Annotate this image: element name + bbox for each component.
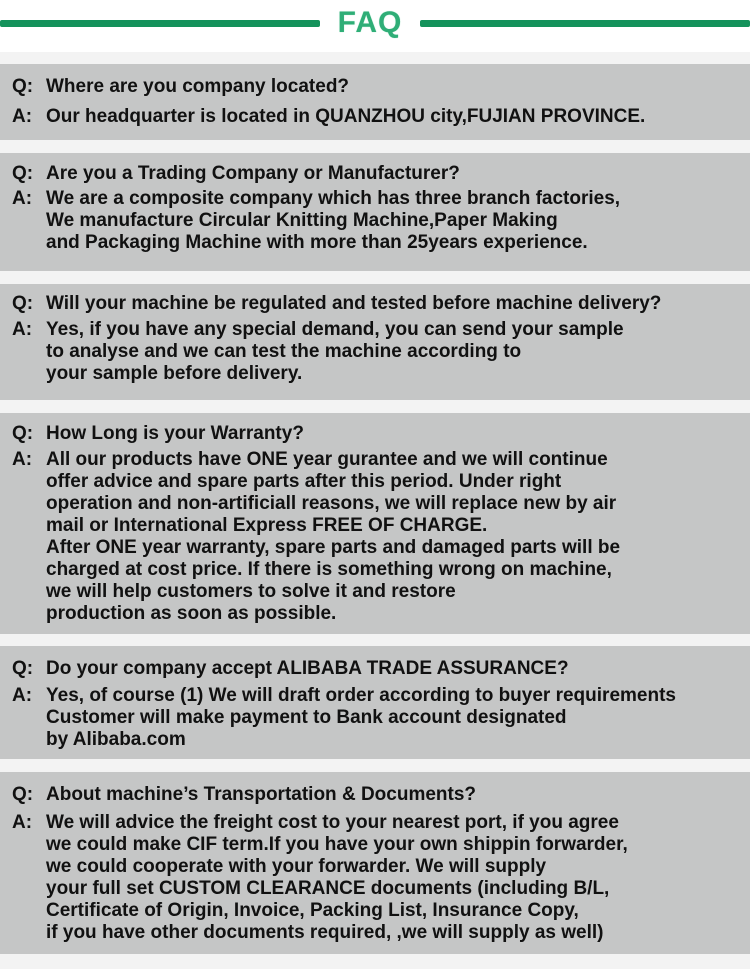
answer-text [46,449,620,625]
answer-line: charged at cost price. If there is something wrong on machine, [46,559,612,580]
answer-line: production as soon as possible. [46,603,337,624]
answer-line: Certificate of Origin, Invoice, Packing List, Insurance Copy, [46,900,579,921]
faq-card-testing [0,284,750,400]
faq-header [0,0,750,52]
faq-card-company-type [0,153,750,271]
answer-line: Our headquarter is located in QUANZHOU city,FUJIAN PROVINCE. [46,106,646,127]
answer-line: Customer will make payment to Bank account designated [46,707,567,728]
answer-tag: A: [12,449,33,470]
answer-line: Yes, of course (1) We will draft order according to buyer requirements [46,685,676,706]
question-text: Are you a Trading Company or Manufacturer? [46,163,460,184]
question-text: About machine’s Transportation & Documents? [46,784,477,805]
answer-line: and Packaging Machine with more than 25years experience. [46,232,588,253]
answer-line: We are a composite company which has three branch factories, [46,188,621,209]
answer-line: Yes, if you have any special demand, you can send your sample [46,319,624,340]
answer-text [46,319,624,385]
faq-card-transportation [0,772,750,954]
answer-text [46,812,628,944]
answer-line: mail or International Express FREE OF CHARGE. [46,515,488,536]
faq-card-warranty [0,413,750,634]
faq-card-trade-assurance [0,646,750,759]
question-tag: Q: [12,76,34,97]
question-tag: Q: [12,658,34,679]
answer-line: After ONE year warranty, spare parts and damaged parts will be [46,537,621,558]
answer-line: All our products have ONE year gurantee and we will continue [46,449,608,470]
question-tag: Q: [12,163,34,184]
answer-line: if you have other documents required, ,we will supply as well) [46,922,604,943]
answer-line: operation and non-artificiall reasons, we will replace new by air [46,493,617,514]
answer-line: We will advice the freight cost to your nearest port, if you agree [46,812,619,833]
page-title: FAQ [337,6,403,39]
answer-line: we could make CIF term.If you have your own shippin forwarder, [46,834,628,855]
answer-tag: A: [12,319,33,340]
question-tag: Q: [12,293,34,314]
header-rule-left [0,20,320,27]
question-tag: Q: [12,784,34,805]
answer-line: we will help customers to solve it and restore [46,581,456,602]
answer-line: your full set CUSTOM CLEARANCE documents (including B/L, [46,878,610,899]
answer-tag: A: [12,188,33,209]
question-text: Will your machine be regulated and tested before machine delivery? [46,293,662,314]
header-rule-right [420,20,750,27]
answer-tag: A: [12,106,33,127]
answer-text [46,685,676,751]
question-text: Where are you company located? [46,76,350,97]
answer-line: offer advice and spare parts after this period. Under right [46,471,562,492]
answer-line: by Alibaba.com [46,729,186,750]
answer-line: we could cooperate with your forwarder. We will supply [46,856,547,877]
answer-tag: A: [12,812,33,833]
question-tag: Q: [12,423,34,444]
answer-tag: A: [12,685,33,706]
question-text: How Long is your Warranty? [46,423,304,444]
answer-line: We manufacture Circular Knitting Machine,Paper Making [46,210,558,231]
answer-text [46,188,620,254]
answer-line: to analyse and we can test the machine according to [46,341,522,362]
answer-text [46,106,645,128]
answer-line: your sample before delivery. [46,363,303,384]
question-text: Do your company accept ALIBABA TRADE ASSURANCE? [46,658,569,679]
faq-card-location [0,64,750,140]
